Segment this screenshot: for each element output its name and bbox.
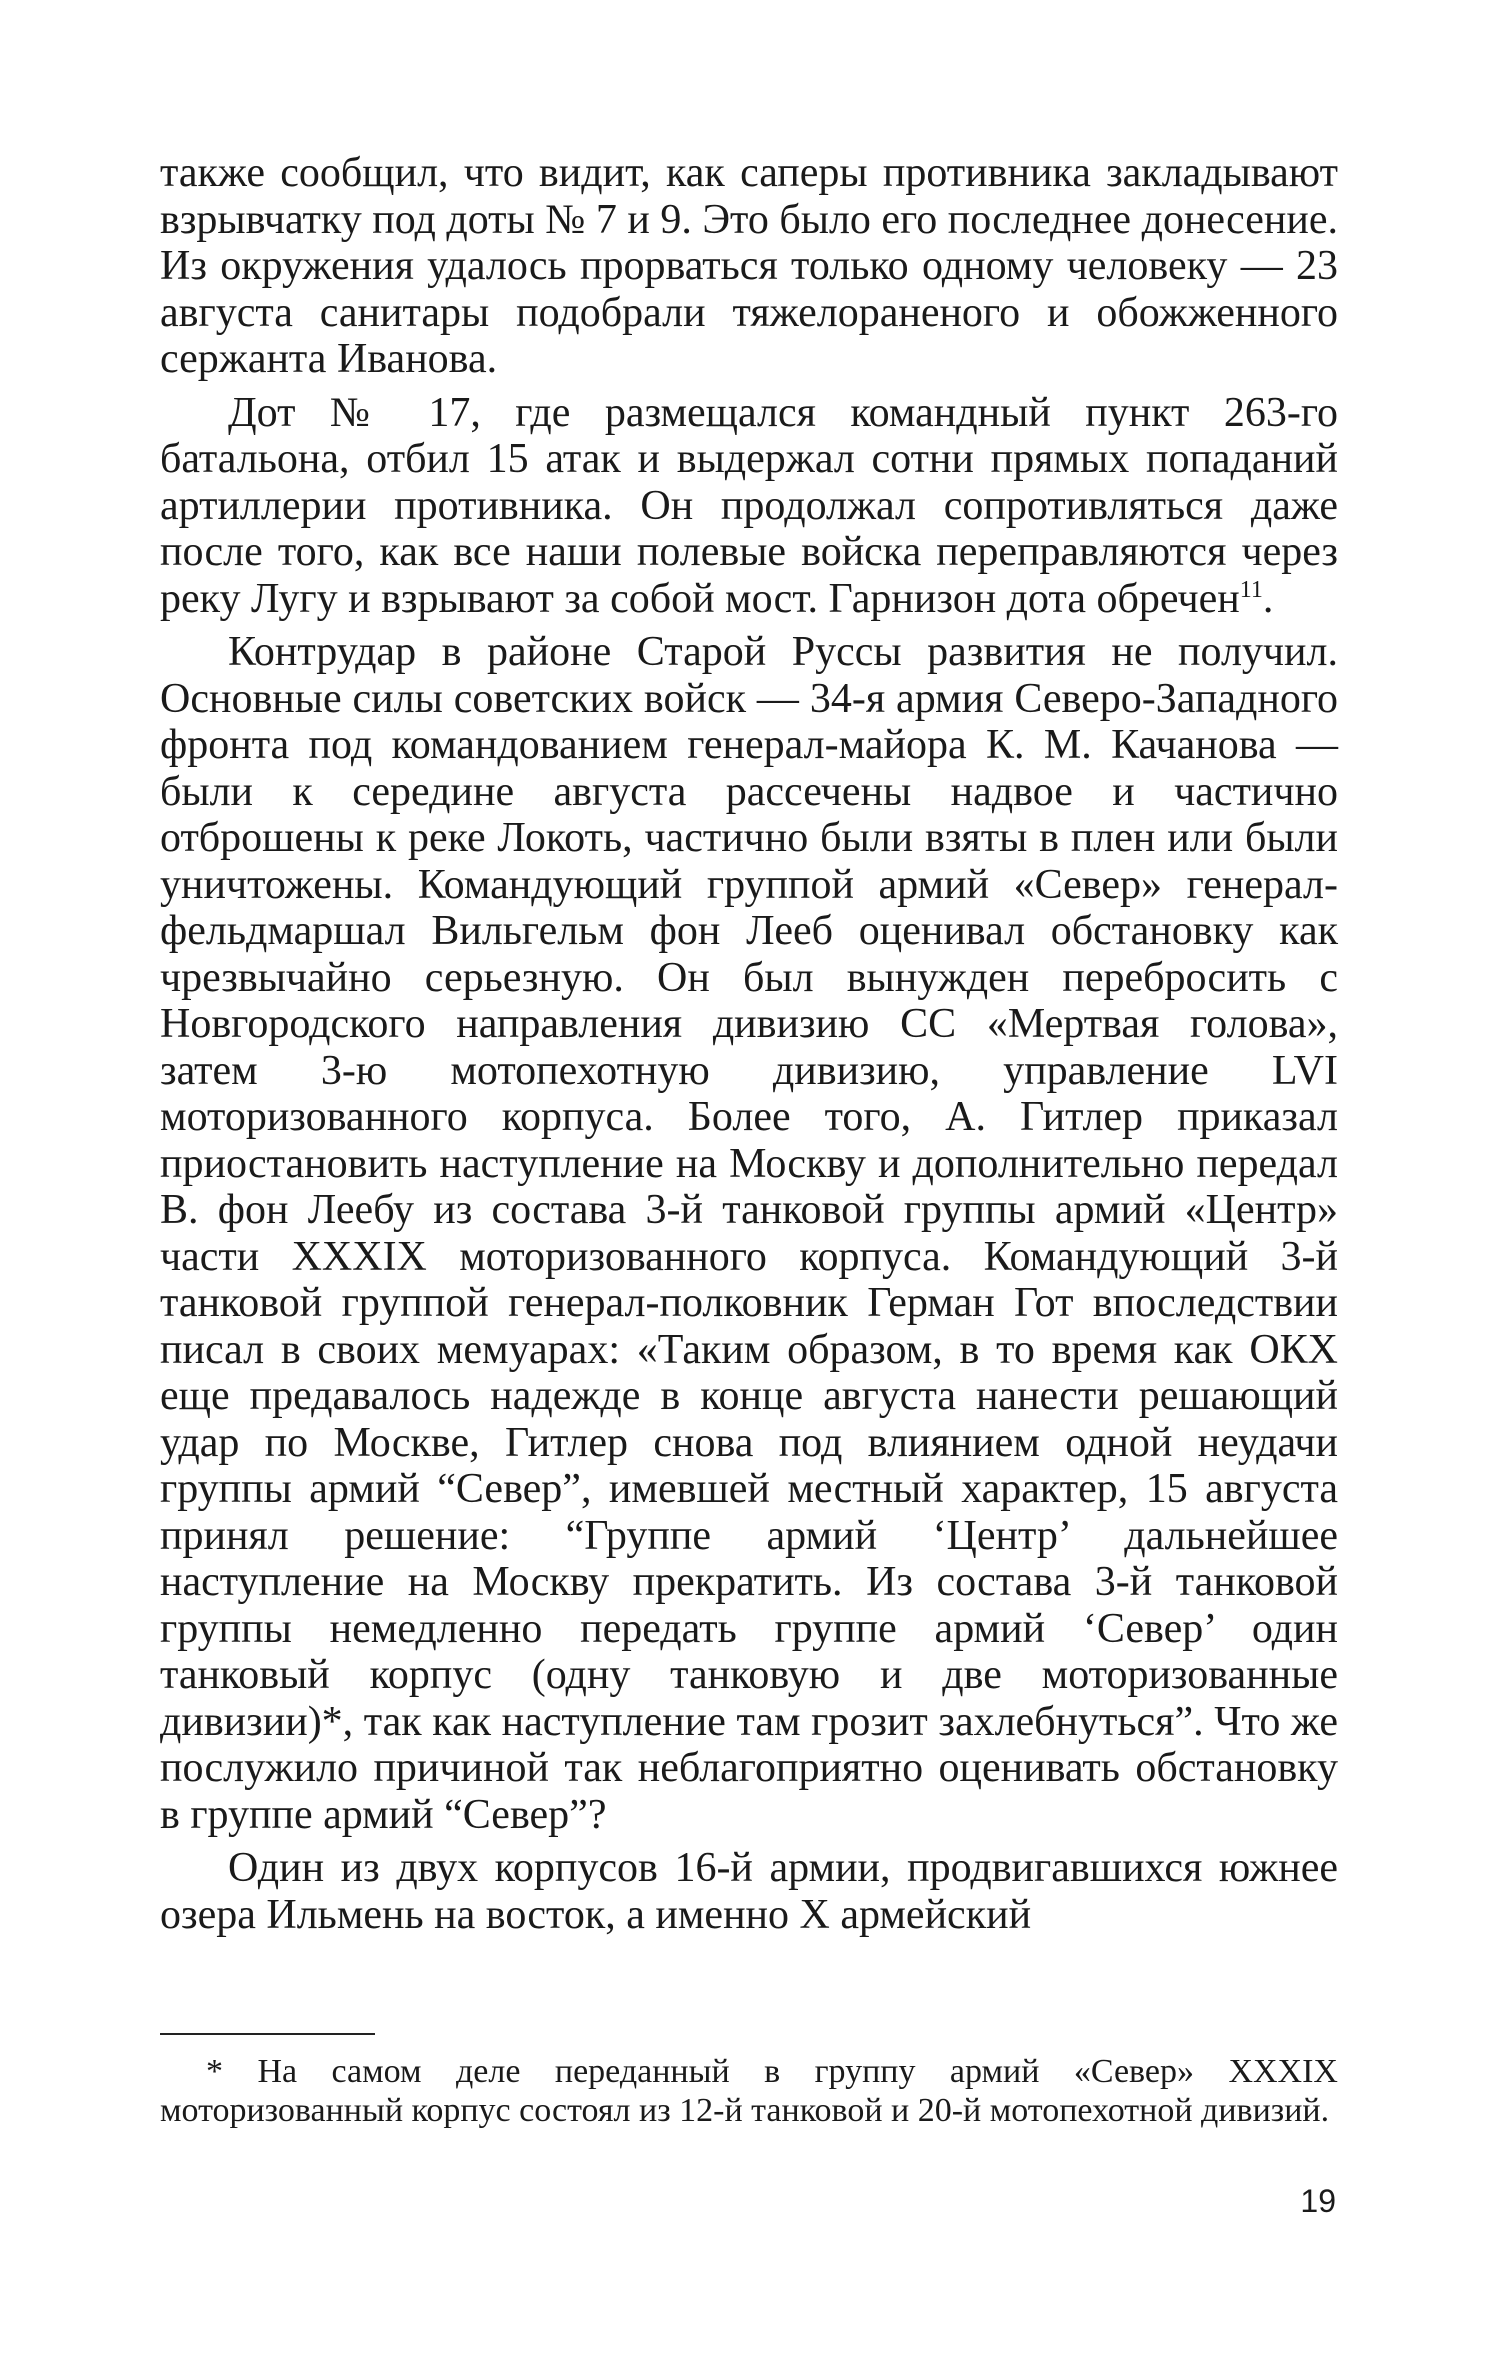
paragraph-continued [160,150,1338,383]
footnote [160,2052,1338,2130]
page-number: 19 [1300,2183,1336,2219]
paragraph-counterstrike [160,629,1338,1838]
paragraph-text: Один из двух корпусов 16-й армии, продвигавшихся южнее озера Ильмень на восток, а именно X армейский [160,1845,1338,1938]
footnote-text: * На самом деле переданный в группу армий «Север» XXXIX моторизованный корпус состоял из 12-й танковой и 20-й мотопехотной дивизий. [160,2053,1338,2129]
paragraph-tail: . [1262,575,1274,622]
paragraph-corps [160,1845,1338,1938]
paragraph-dot-17 [160,390,1338,623]
paragraph-text: Дот № 17, где размещался командный пункт 263-го батальона, отбил 15 атак и выдержал сотни прямых попаданий артиллерии противника. Он продолжал сопротивляться даже после того, как все наши полевые войска переправляются через реку Лугу и взрывают за собой мост. Гарнизон дота обречен [160,389,1338,622]
body-text [160,150,1338,1938]
paragraph-text: также сообщил, что видит, как саперы противника закладывают взрывчатку под доты № 7 и 9. Это было его последнее донесение. Из окружения удалось прорваться только одному человеку — 23 августа санитары подобрали тяжелораненого и обожженного сержанта Иванова. [160,150,1338,382]
paragraph-text: Контрудар в районе Старой Руссы развития не получил. Основные силы советских войск — 34-я армия Северо-Западного фронта под командованием генерал-майора К. М. Качанова — были к середине августа рассечены надвое и частично отброшены к реке Локоть, частично были взяты в плен или были уничтожены. Командующий группой армий «Север» генерал-фельдмаршал Вильгельм фон Лееб оценивал обстановку как чрезвычайно серьезную. Он был вынужден перебросить с Новгородского направления дивизию СС «Мертвая голова», затем 3-ю мотопехотную дивизию, управление LVI моторизованного корпуса. Более того, А. Гитлер приказал приостановить наступление на Москву и дополнительно передал В. фон Леебу из состава 3-й танковой группы армий «Центр» части XXXIX моторизованного корпуса. Командующий 3-й танковой группой генерал-полковник Герман Гот впоследствии писал в своих мемуарах: «Таким образом, в то время как ОКХ еще предавалось надежде в конце августа нанести решающий удар по Москве, Гитлер снова под влиянием одной неудачи группы армий “Север”, имевшей местный характер, 15 августа принял решение: “Группе армий ‘Центр’ дальнейшее наступление на Москву прекратить. Из состава 3-й танковой группы немедленно передать группе армий ‘Север’ один танковый корпус (одну танковую и две моторизованные дивизии)*, так как наступление там грозит захлебнуться”. Что же послужило причиной так неблагоприятно оценивать обстановку в группе армий “Север”? [160,629,1338,1838]
endnote-reference: 11 [1239,576,1263,603]
footnote-divider [160,2033,375,2035]
